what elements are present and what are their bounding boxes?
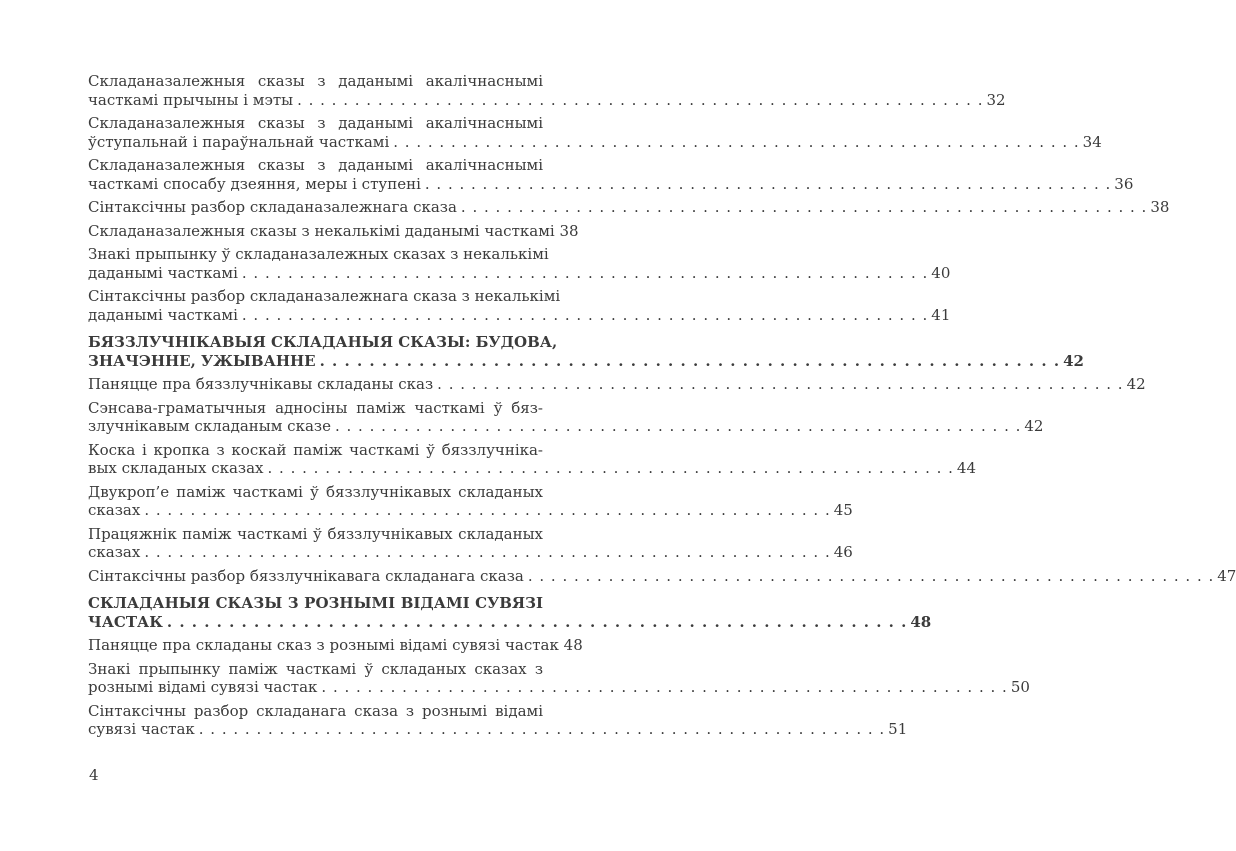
dot-leader: . . . . . . . . . . . . . . . . . . . . . . . . . . . . . . . . . . . . . . . . . . . . . . . . . . . . . . . . . . . .: [144, 501, 831, 519]
dot-leader: . . . . . . . . . . . . . . . . . . . . . . . . . . . . . . . . . . . . . . . . . . . . . . . . . . . . . . . . . . . .: [334, 417, 1022, 435]
dot-leader: . . . . . . . . . . . . . . . . . . . . . . . . . . . . . . . . . . . . . . . . . . . . . . . . . . . . . . . . . . . .: [267, 459, 954, 477]
toc-entry-last-line: [88, 198, 1170, 217]
toc-entry-title: даданымі часткамі: [88, 305, 238, 324]
toc-entry-title: Паняцце пра бяззлучнікавы складаны сказ: [88, 375, 434, 393]
toc-entry-page-number: 48: [910, 612, 932, 631]
toc-entry-line: Працяжнік паміж часткамі ў бяззлучнікавых складаных: [88, 524, 543, 543]
toc-entry-page-number: 42: [1126, 375, 1146, 393]
dot-leader: . . . . . . . . . . . . . . . . . . . . . . . . . . . . . . . . . . . . . . . . . . . . . . . . . . . . . . . . . . . .: [166, 612, 908, 631]
toc-entry-title: рознымі відамі сувязі частак: [88, 678, 318, 696]
dot-leader: . . . . . . . . . . . . . . . . . . . . . . . . . . . . . . . . . . . . . . . . . . . . . . . . . . . . . . . . . . . .: [319, 351, 1061, 370]
toc-entry: [88, 114, 1102, 151]
toc-entry: [88, 287, 951, 324]
toc-entry-title: вых складаных сказах: [88, 459, 264, 477]
toc-entry-page-number: 38: [559, 221, 579, 240]
toc-entry: [88, 398, 1044, 436]
toc-entry: [88, 440, 977, 478]
toc-entry-page-number: 36: [1114, 174, 1134, 193]
toc-entry-line: СКЛАДАНЫЯ СКАЗЫ З РОЗНЫМІ ВІДАМІ СУВЯЗІ: [88, 594, 543, 612]
toc-entry-last-line: [88, 636, 583, 655]
dot-leader: . . . . . . . . . . . . . . . . . . . . . . . . . . . . . . . . . . . . . . . . . . . . . . . . . . . . . . . . . . . .: [424, 174, 1112, 193]
toc-entry: [88, 701, 908, 739]
toc-entry-page-number: 38: [1150, 198, 1170, 216]
toc-entry: [88, 375, 1146, 394]
toc-entry-line: Складаназалежныя сказы з даданымі акалічнаснымі: [88, 72, 543, 90]
toc-entry-title: ўступальнай і параўнальнай часткамі: [88, 132, 390, 151]
toc-entry: [88, 198, 1170, 217]
dot-leader: . . . . . . . . . . . . . . . . . . . . . . . . . . . . . . . . . . . . . . . . . . . . . . . . . . . . . . . . . . . .: [198, 720, 886, 738]
dot-leader: . . . . . . . . . . . . . . . . . . . . . . . . . . . . . . . . . . . . . . . . . . . . . . . . . . . . . . . . . . . .: [321, 678, 1008, 696]
toc-section-heading: [88, 594, 932, 631]
toc-entry-title: ЧАСТАК: [88, 612, 163, 631]
toc-entry-last-line: [88, 720, 908, 739]
toc-entry-last-line: [88, 612, 932, 632]
toc-entry: [88, 524, 853, 562]
toc-entry-last-line: [88, 566, 1236, 586]
toc-entry-last-line: [88, 221, 579, 241]
toc-entry-title: сказах: [88, 501, 141, 519]
toc-entry-title: Складаназалежныя сказы з некалькімі даданымі часткамі: [88, 221, 555, 240]
toc-entry-page-number: 46: [833, 543, 853, 561]
dot-leader: . . . . . . . . . . . . . . . . . . . . . . . . . . . . . . . . . . . . . . . . . . . . . . . . . . . . . . . . . . . .: [460, 198, 1148, 216]
toc-entry-title: сказах: [88, 543, 141, 561]
toc-entry-last-line: [88, 375, 1146, 394]
toc-entry-line: Сінтаксічны разбор складаназалежнага сказа з некалькімі: [88, 287, 561, 305]
toc-entry-page-number: 42: [1024, 417, 1044, 435]
toc-section-heading: [88, 333, 1084, 370]
toc-entry-title: Паняцце пра складаны сказ з рознымі відамі сувязі частак: [88, 636, 559, 654]
toc-list: [88, 72, 1236, 744]
toc-entry-title: часткамі прычыны і мэты: [88, 90, 294, 109]
toc-entry-page-number: 51: [888, 720, 908, 738]
toc-entry-last-line: [88, 543, 853, 562]
toc-entry-page-number: 50: [1010, 678, 1030, 696]
toc-entry-last-line: [88, 501, 853, 520]
toc-entry-title: Сінтаксічны разбор бяззлучнікавага складанага сказа: [88, 566, 524, 585]
toc-entry-title: даданымі часткамі: [88, 263, 238, 282]
dot-leader: . . . . . . . . . . . . . . . . . . . . . . . . . . . . . . . . . . . . . . . . . . . . . . . . . . . . . . . . . . . .: [393, 132, 1080, 151]
toc-entry-last-line: [88, 305, 951, 325]
toc-entry-line: Знакі прыпынку паміж часткамі ў складаных сказах з: [88, 659, 543, 678]
dot-leader: . . . . . . . . . . . . . . . . . . . . . . . . . . . . . . . . . . . . . . . . . . . . . . . . . . . . . . . . . . . .: [437, 375, 1124, 393]
toc-entry-line: Сінтаксічны разбор складанага сказа з рознымі відамі: [88, 701, 543, 720]
toc-entry-page-number: 45: [833, 501, 853, 519]
toc-entry-page-number: 42: [1063, 351, 1084, 370]
footer-page-number: 4: [89, 766, 99, 784]
toc-entry-line: Сэнсава-граматычныя адносіны паміж часткамі ў бяз-: [88, 398, 543, 417]
toc-entry: [88, 636, 583, 655]
toc-entry: [88, 659, 1030, 697]
toc-entry-line: Двукроп’е паміж часткамі ў бяззлучнікавых складаных: [88, 482, 543, 501]
toc-entry: [88, 482, 853, 520]
toc-entry: [88, 245, 951, 282]
toc-entry-last-line: [88, 263, 951, 283]
toc-entry-title: злучнікавым складаным сказе: [88, 417, 331, 435]
toc-entry-title: Сінтаксічны разбор складаназалежнага сказа: [88, 198, 457, 216]
toc-entry-last-line: [88, 132, 1102, 152]
toc-entry: [88, 566, 1236, 586]
toc-entry-last-line: [88, 90, 1006, 110]
toc-entry-title: ЗНАЧЭННЕ, УЖЫВАННЕ: [88, 351, 316, 370]
toc-entry-line: БЯЗЗЛУЧНІКАВЫЯ СКЛАДАНЫЯ СКАЗЫ: БУДОВА,: [88, 333, 558, 351]
toc-entry-page-number: 41: [931, 305, 951, 324]
toc-entry-line: Знакі прыпынку ў складаназалежных сказах з некалькімі: [88, 245, 549, 263]
toc-entry-page-number: 47: [1217, 566, 1236, 585]
toc-entry-line: Коска і кропка з коскай паміж часткамі ў бяззлучніка-: [88, 440, 543, 459]
toc-entry-last-line: [88, 459, 977, 478]
toc-entry: [88, 72, 1006, 109]
toc-entry-page-number: 40: [931, 263, 951, 282]
dot-leader: . . . . . . . . . . . . . . . . . . . . . . . . . . . . . . . . . . . . . . . . . . . . . . . . . . . . . . . . . . . .: [241, 263, 929, 282]
dot-leader: . . . . . . . . . . . . . . . . . . . . . . . . . . . . . . . . . . . . . . . . . . . . . . . . . . . . . . . . . . . .: [241, 305, 929, 324]
toc-entry: [88, 156, 1134, 193]
toc-entry-title: сувязі частак: [88, 720, 195, 738]
dot-leader: . . . . . . . . . . . . . . . . . . . . . . . . . . . . . . . . . . . . . . . . . . . . . . . . . . . . . . . . . . . .: [297, 90, 984, 109]
toc-entry-title: часткамі спосабу дзеяння, меры і ступені: [88, 174, 421, 193]
toc-entry-page-number: 34: [1082, 132, 1102, 151]
toc-entry-line: Складаназалежныя сказы з даданымі акалічнаснымі: [88, 114, 543, 132]
toc-entry-last-line: [88, 174, 1134, 194]
toc-entry-page-number: 32: [986, 90, 1006, 109]
dot-leader: . . . . . . . . . . . . . . . . . . . . . . . . . . . . . . . . . . . . . . . . . . . . . . . . . . . . . . . . . . . .: [527, 566, 1215, 585]
toc-entry-page-number: 48: [563, 636, 583, 654]
toc-entry-line: Складаназалежныя сказы з даданымі акалічнаснымі: [88, 156, 543, 174]
toc-entry-page-number: 44: [956, 459, 977, 477]
toc-entry: [88, 221, 579, 241]
toc-entry-last-line: [88, 417, 1044, 436]
dot-leader: . . . . . . . . . . . . . . . . . . . . . . . . . . . . . . . . . . . . . . . . . . . . . . . . . . . . . . . . . . . .: [144, 543, 831, 561]
toc-entry-last-line: [88, 678, 1030, 697]
toc-entry-last-line: [88, 351, 1084, 371]
